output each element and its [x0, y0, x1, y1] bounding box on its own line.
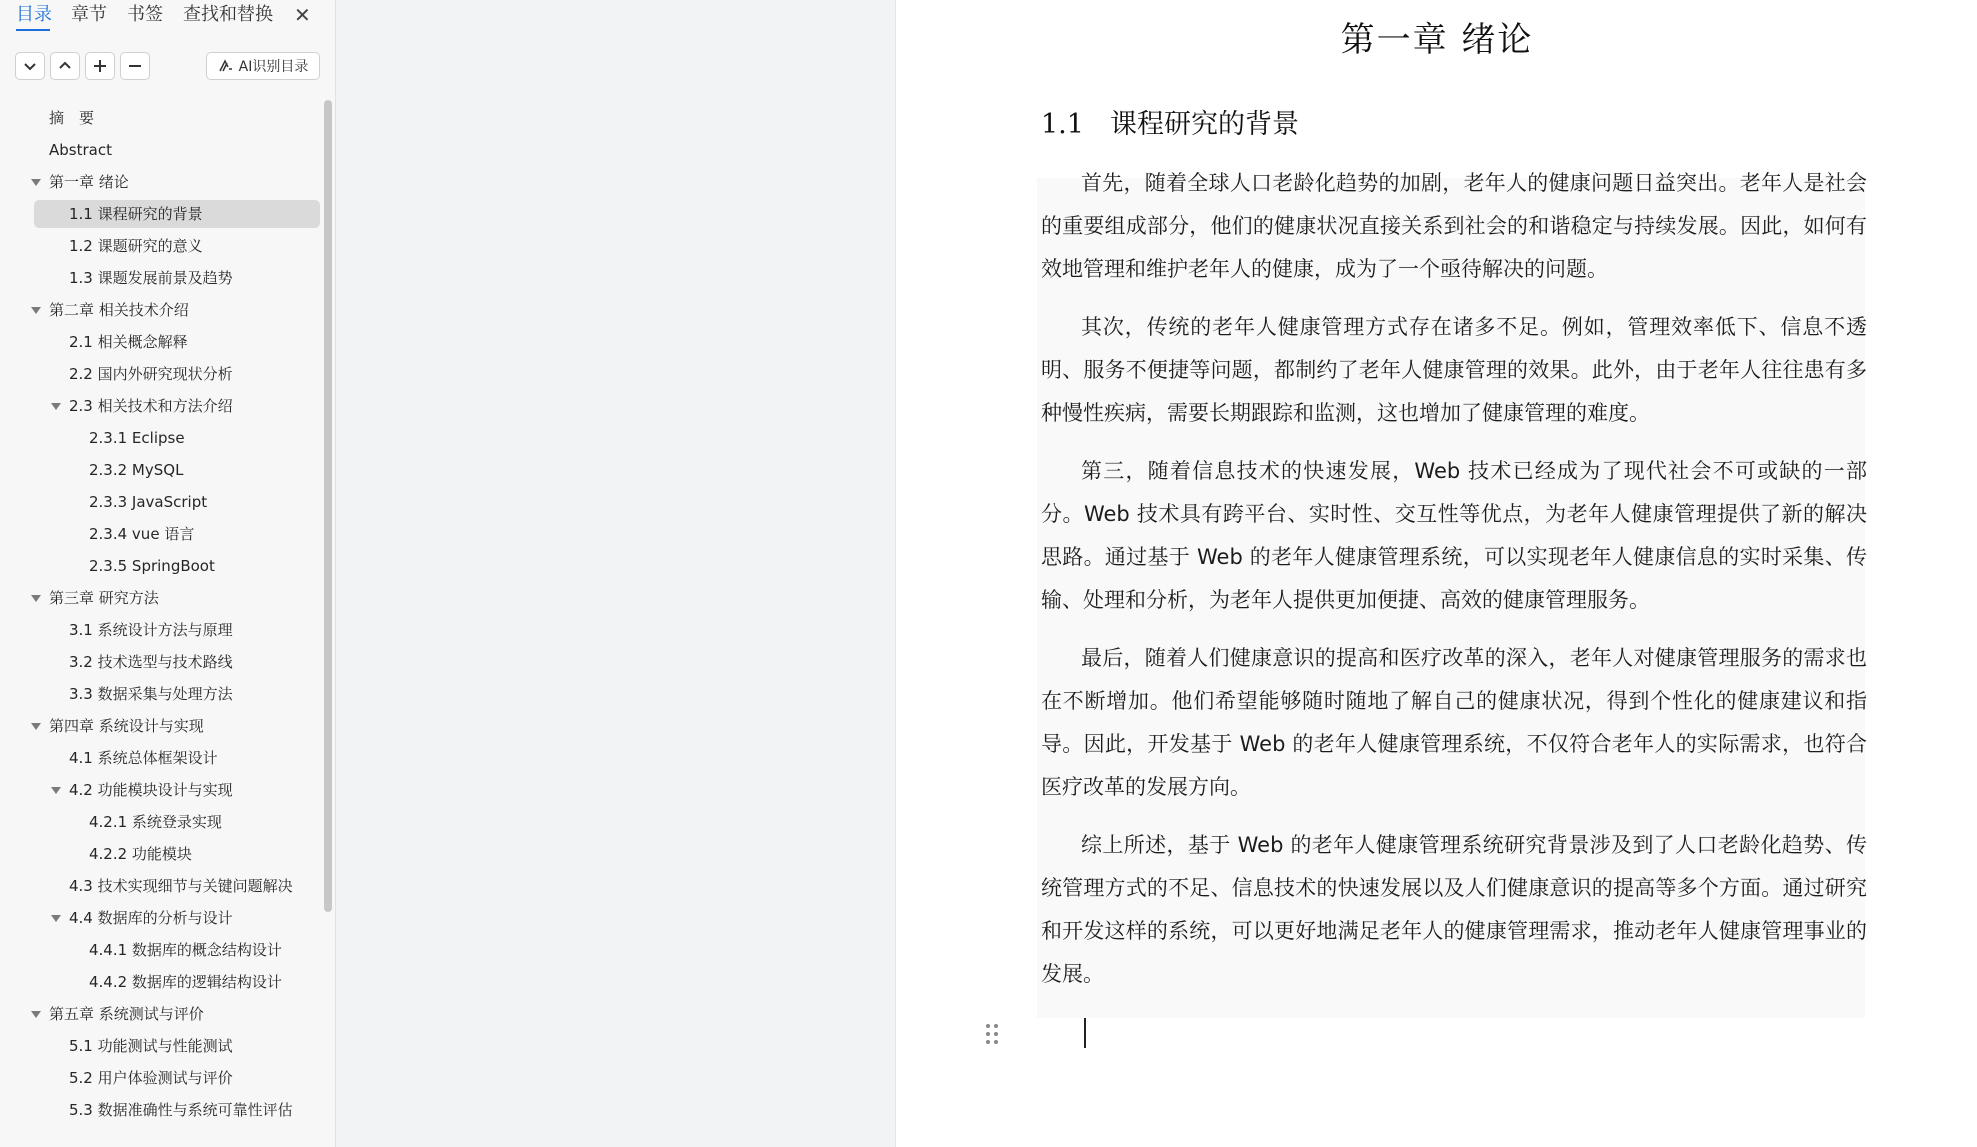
paragraph[interactable]: 综上所述，基于 Web 的老年人健康管理系统研究背景涉及到了人口老龄化趋势、传统管理方式的不足、信息技术的快速发展以及人们健康意识的提高等多个方面。通过研究和开发这样的系统，可以更好地满足老年人的健康管理需求，推动老年人健康管理事业的发展。 — [1041, 833, 1867, 986]
toc-item-chapter-3[interactable]: 第三章 研究方法 — [34, 584, 320, 612]
tab-chapters[interactable]: 章节 — [71, 4, 107, 25]
toc-item-4-3[interactable]: 4.3 技术实现细节与关键问题解决 — [69, 877, 293, 895]
toc-item-3-1[interactable]: 3.1 系统设计方法与原理 — [69, 621, 233, 639]
tab-bookmarks[interactable]: 书签 — [127, 4, 163, 25]
chevron-up-icon — [57, 58, 73, 74]
ai-detect-toc-button[interactable] — [206, 52, 320, 80]
toc-scrollbar[interactable] — [324, 100, 332, 912]
toc-item-4-1[interactable]: 4.1 系统总体框架设计 — [69, 749, 218, 767]
toc-item-chapter-4[interactable]: 第四章 系统设计与实现 — [34, 712, 320, 740]
toc-item-chapter-2[interactable]: 第二章 相关技术介绍 — [34, 296, 320, 324]
paragraph[interactable]: 首先，随着全球人口老龄化趋势的加剧，老年人的健康问题日益突出。老年人是社会的重要组成部分，他们的健康状况直接关系到社会的和谐稳定与持续发展。因此，如何有效地管理和维护老年人的健康，成为了一个亟待解决的问题。 — [1041, 171, 1867, 281]
toc-item-2-3-1[interactable]: 2.3.1 Eclipse — [89, 429, 185, 447]
toc-item-2-1[interactable]: 2.1 相关概念解释 — [69, 333, 188, 351]
chevron-down-icon — [22, 58, 38, 74]
toc-item-4-4-1[interactable]: 4.4.1 数据库的概念结构设计 — [89, 941, 282, 959]
tab-toc[interactable]: 目录 — [16, 4, 52, 25]
paragraph[interactable]: 最后，随着人们健康意识的提高和医疗改革的深入，老年人对健康管理服务的需求也在不断增加。他们希望能够随时随地了解自己的健康状况，得到个性化的健康建议和指导。因此，开发基于 Web 的老年人健康管理系统，不仅符合老年人的实际需求，也符合医疗改革的发展方向。 — [1041, 646, 1867, 799]
caret-down-icon[interactable] — [31, 179, 41, 186]
tab-find-replace[interactable]: 查找和替换 — [183, 4, 273, 25]
document-page[interactable] — [897, 0, 1977, 1147]
toc-item-5-2[interactable]: 5.2 用户体验测试与评价 — [69, 1069, 233, 1087]
caret-down-icon[interactable] — [31, 723, 41, 730]
section-title: 课程研究的背景 — [1109, 109, 1299, 140]
drag-handle-icon[interactable] — [985, 1023, 999, 1045]
caret-down-icon[interactable] — [51, 403, 61, 410]
toc-list — [0, 100, 322, 1147]
paragraph[interactable]: 其次，传统的老年人健康管理方式存在诸多不足。例如，管理效率低下、信息不透明、服务不便捷等问题，都制约了老年人健康管理的效果。此外，由于老年人往往患有多种慢性疾病，需要长期跟踪和监测，这也增加了健康管理的难度。 — [1041, 315, 1867, 425]
caret-down-icon[interactable] — [51, 915, 61, 922]
paragraph[interactable]: 第三，随着信息技术的快速发展，Web 技术已经成为了现代社会不可或缺的一部分。Web 技术具有跨平台、实时性、交互性等优点，为老年人健康管理提供了新的解决思路。通过基于 Web 的老年人健康管理系统，可以实现老年人健康信息的实时采集、传输、处理和分析，为老年人提供更加便捷、高效的健康管理服务。 — [1041, 459, 1867, 612]
plus-icon — [92, 58, 108, 74]
toc-item-4-4[interactable]: 4.4 数据库的分析与设计 — [34, 904, 320, 932]
toc-item-2-3-2[interactable]: 2.3.2 MySQL — [89, 461, 184, 479]
toc-item-2-2[interactable]: 2.2 国内外研究现状分析 — [69, 365, 233, 383]
minus-icon — [127, 58, 143, 74]
toc-item-4-2[interactable]: 4.2 功能模块设计与实现 — [34, 776, 320, 804]
toc-item-4-2-1[interactable]: 4.2.1 系统登录实现 — [89, 813, 222, 831]
toc-item-1-2[interactable]: 1.2 课题研究的意义 — [69, 237, 203, 255]
toc-item-abstract-cn[interactable]: 摘 要 — [49, 109, 95, 127]
close-icon[interactable]: ✕ — [294, 3, 311, 27]
toc-item-3-3[interactable]: 3.3 数据采集与处理方法 — [69, 685, 233, 703]
section-number: 1.1 — [1041, 109, 1084, 140]
panel-tabs — [0, 0, 336, 38]
toc-item-chapter-5[interactable]: 第五章 系统测试与评价 — [34, 1000, 320, 1028]
toc-item-3-2[interactable]: 3.2 技术选型与技术路线 — [69, 653, 233, 671]
toc-item-abstract[interactable]: Abstract — [49, 141, 112, 159]
add-heading-button[interactable] — [85, 52, 115, 80]
workspace-background — [336, 0, 896, 1147]
caret-down-icon[interactable] — [31, 307, 41, 314]
toc-item-1-3[interactable]: 1.3 课题发展前景及趋势 — [69, 269, 233, 287]
toc-item-1-1[interactable]: 1.1 课程研究的背景 — [34, 200, 320, 228]
chapter-title: 第一章 绪论 — [1340, 20, 1534, 60]
ai-pen-icon — [218, 58, 234, 74]
expand-down-button[interactable] — [15, 52, 45, 80]
toc-item-2-3-5[interactable]: 2.3.5 SpringBoot — [89, 557, 215, 575]
toc-item-5-1[interactable]: 5.1 功能测试与性能测试 — [69, 1037, 233, 1055]
caret-down-icon[interactable] — [31, 1011, 41, 1018]
toc-item-chapter-1[interactable]: 第一章 绪论 — [34, 168, 320, 196]
text-cursor — [1084, 1018, 1086, 1048]
toc-toolbar — [0, 50, 336, 84]
toc-item-4-2-2[interactable]: 4.2.2 功能模块 — [89, 845, 192, 863]
toc-item-4-4-2[interactable]: 4.4.2 数据库的逻辑结构设计 — [89, 973, 282, 991]
section-heading — [1041, 102, 1299, 141]
toc-item-2-3-4[interactable]: 2.3.4 vue 语言 — [89, 525, 195, 543]
caret-down-icon[interactable] — [51, 787, 61, 794]
toc-item-5-3[interactable]: 5.3 数据准确性与系统可靠性评估 — [69, 1101, 293, 1119]
active-tab-indicator — [16, 29, 50, 31]
caret-down-icon[interactable] — [31, 595, 41, 602]
navigation-panel — [0, 0, 336, 1147]
remove-heading-button[interactable] — [120, 52, 150, 80]
ai-detect-toc-label: AI识别目录 — [238, 59, 309, 75]
toc-item-2-3[interactable]: 2.3 相关技术和方法介绍 — [34, 392, 320, 420]
collapse-up-button[interactable] — [50, 52, 80, 80]
toc-item-2-3-3[interactable]: 2.3.3 JavaScript — [89, 493, 208, 511]
